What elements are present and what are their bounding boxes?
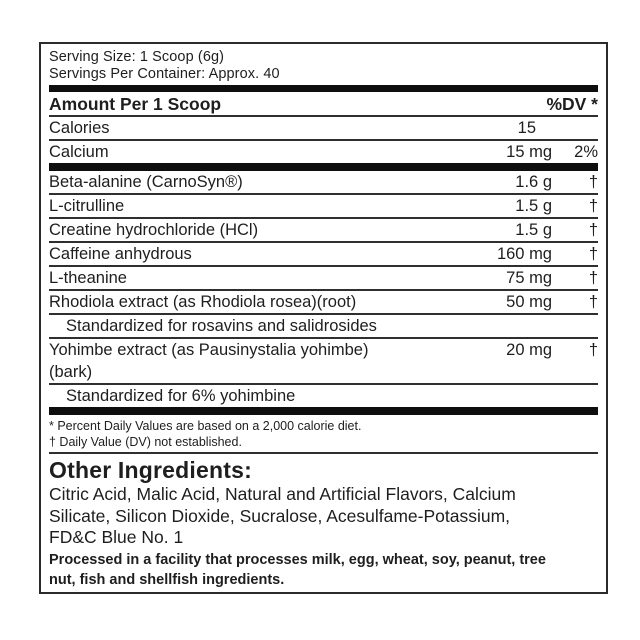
ingredient-standardization-note: Standardized for rosavins and salidrosides <box>66 317 377 335</box>
ingredient-name <box>49 339 456 383</box>
thick-divider-bar <box>49 163 598 171</box>
dv-column-header: %DV * <box>546 94 598 114</box>
ingredient-amount: 75 mg <box>506 269 552 287</box>
ingredient-amount: 50 mg <box>506 293 552 311</box>
ingredient-name: Caffeine anhydrous <box>49 245 192 263</box>
column-header-row <box>49 92 598 117</box>
ingredient-dv: † <box>588 245 598 263</box>
allergen-line: Processed in a facility that processes milk, egg, wheat, soy, peanut, tree <box>49 551 546 568</box>
ingredient-dv: † <box>588 269 598 287</box>
allergen-statement <box>49 550 598 591</box>
ingredient-dv: † <box>588 293 598 311</box>
servings-per-container-line: Servings Per Container: Approx. 40 <box>49 66 280 82</box>
ingredient-amount: 160 mg <box>496 245 552 263</box>
ingredient-name: L-theanine <box>49 269 127 287</box>
supplement-ingredients-group <box>49 171 598 407</box>
ingredient-dv: † <box>588 341 598 359</box>
ingredient-subrow-yohimbine <box>49 385 598 407</box>
supplement-facts-panel <box>39 42 608 594</box>
serving-info <box>49 49 598 83</box>
ingredient-name: Beta-alanine (CarnoSyn®) <box>49 173 243 191</box>
dagger-footnote: † Daily Value (DV) not established. <box>49 435 242 449</box>
other-ingredients-line: Citric Acid, Malic Acid, Natural and Artificial Flavors, Calcium <box>49 484 516 504</box>
footnotes-block <box>49 415 598 454</box>
ingredient-amount: 1.5 g <box>515 197 552 215</box>
nutrient-row-calcium <box>49 141 598 163</box>
ingredient-standardization-note: Standardized for 6% yohimbine <box>66 387 296 405</box>
nutrient-name: Calcium <box>49 143 109 161</box>
ingredient-name-line2: (bark) <box>49 363 93 381</box>
allergen-line: nut, fish and shellfish ingredients. <box>49 572 285 588</box>
nutrient-dv: 2% <box>574 143 598 161</box>
other-ingredients-line: Silicate, Silicon Dioxide, Sucralose, Acesulfame-Potassium, <box>49 505 511 526</box>
thick-divider-bar <box>49 85 598 92</box>
thick-divider-bar <box>49 407 598 415</box>
other-ingredients-list <box>49 484 598 549</box>
ingredient-name: Creatine hydrochloride (HCl) <box>49 221 259 239</box>
ingredient-name-line1: Yohimbe extract (as Pausinystalia yohimbe) <box>49 341 369 359</box>
ingredient-row-creatine <box>49 219 598 243</box>
ingredient-dv: † <box>588 221 598 239</box>
percent-dv-footnote: * Percent Daily Values are based on a 2,000 calorie diet. <box>49 419 362 433</box>
ingredient-amount: 1.5 g <box>515 221 552 239</box>
daily-values-group <box>49 117 598 163</box>
serving-size-line: Serving Size: 1 Scoop (6g) <box>49 49 225 65</box>
ingredient-name: L-citrulline <box>49 197 125 215</box>
nutrient-amount: 15 mg <box>506 143 552 161</box>
ingredient-amount: 20 mg <box>506 341 552 359</box>
ingredient-row-l-theanine <box>49 267 598 291</box>
ingredient-row-caffeine <box>49 243 598 267</box>
ingredient-row-rhodiola <box>49 291 598 315</box>
ingredient-subrow-rosavins <box>49 315 598 339</box>
nutrient-amount: 15 <box>517 119 536 137</box>
other-ingredients-heading: Other Ingredients: <box>49 457 252 483</box>
other-ingredients-line: FD&C Blue No. 1 <box>49 527 184 547</box>
amount-column-header: Amount Per 1 Scoop <box>49 94 222 114</box>
ingredient-row-beta-alanine <box>49 171 598 195</box>
ingredient-dv: † <box>588 197 598 215</box>
ingredient-row-l-citrulline <box>49 195 598 219</box>
ingredient-amount: 1.6 g <box>515 173 552 191</box>
ingredient-dv: † <box>588 173 598 191</box>
nutrient-name: Calories <box>49 119 110 137</box>
ingredient-name: Rhodiola extract (as Rhodiola rosea)(root) <box>49 293 357 311</box>
ingredient-row-yohimbe <box>49 339 598 385</box>
nutrient-row-calories <box>49 117 598 141</box>
